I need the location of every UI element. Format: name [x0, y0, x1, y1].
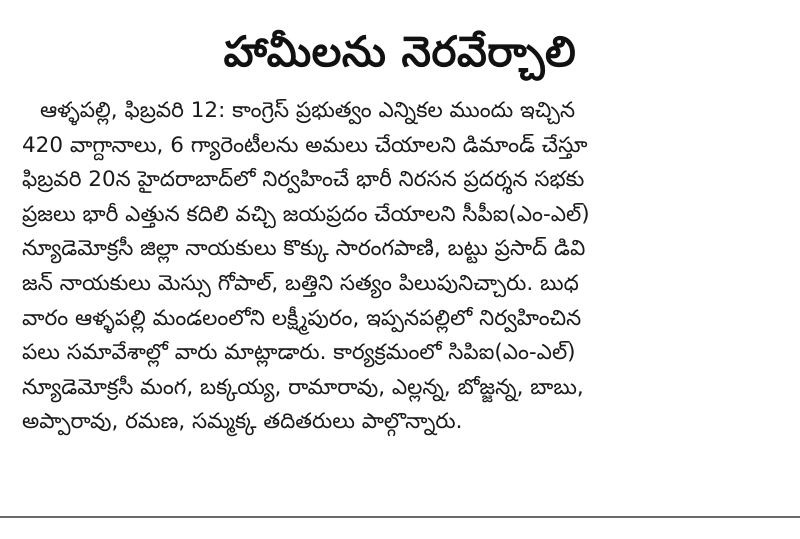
article-line: న్యూడెమోక్రసీ జిల్లా నాయకులు కొక్కు సారంగపాణి, బట్టు ప్రసాద్ డివి: [22, 236, 586, 262]
article-line: అప్పారావు, రమణ, సమ్మక్క తదితరులు పాల్గొన్నారు.: [22, 409, 463, 435]
column-separator-rule: [0, 516, 800, 518]
article-line: ఆళ్ళపల్లి, ఫిబ్రవరి 12: కాంగ్రెస్ ప్రభుత్వం ఎన్నికల ముందు ఇచ్చిన: [40, 98, 576, 123]
article-body: [22, 94, 782, 440]
article-headline: హామీలను నెరవేర్చాలి: [223, 27, 577, 76]
article-line: వారం ఆళ్ళపల్లి మండలంలోని లక్ష్మీపురం, ఇప్పనపల్లిలో నిర్వహించిన: [22, 305, 582, 331]
article-line: ఫిబ్రవరి 20న హైదరాబాద్‌లో నిర్వహించే భారీ నిరసన ప్రదర్శన సభకు: [22, 167, 585, 193]
article-line: జన్ నాయకులు మెస్సు గోపాల్, బత్తిని సత్యం పిలుపునిచ్చారు. బుధ: [22, 270, 579, 296]
article-line: న్యూడెమోక్రసీ మంగ, బక్కయ్య, రామారావు, ఎల్లన్న, బోజ్జన్న, బాబు,: [22, 374, 584, 400]
article-line: 420 వాగ్దానాలు, 6 గ్యారెంటీలను అమలు చేయాలని డిమాండ్ చేస్తూ: [22, 132, 588, 158]
clipped-previous-text: [60, 0, 480, 8]
article-line: పలు సమావేశాల్లో వారు మాట్లాడారు. కార్యక్రమంలో సిపిఐ(ఎం-ఎల్): [22, 340, 576, 366]
article-line: ప్రజలు భారీ ఎత్తున కదిలి వచ్చి జయప్రదం చేయాలని సీపీఐ(ఎం-ఎల్): [22, 201, 590, 227]
